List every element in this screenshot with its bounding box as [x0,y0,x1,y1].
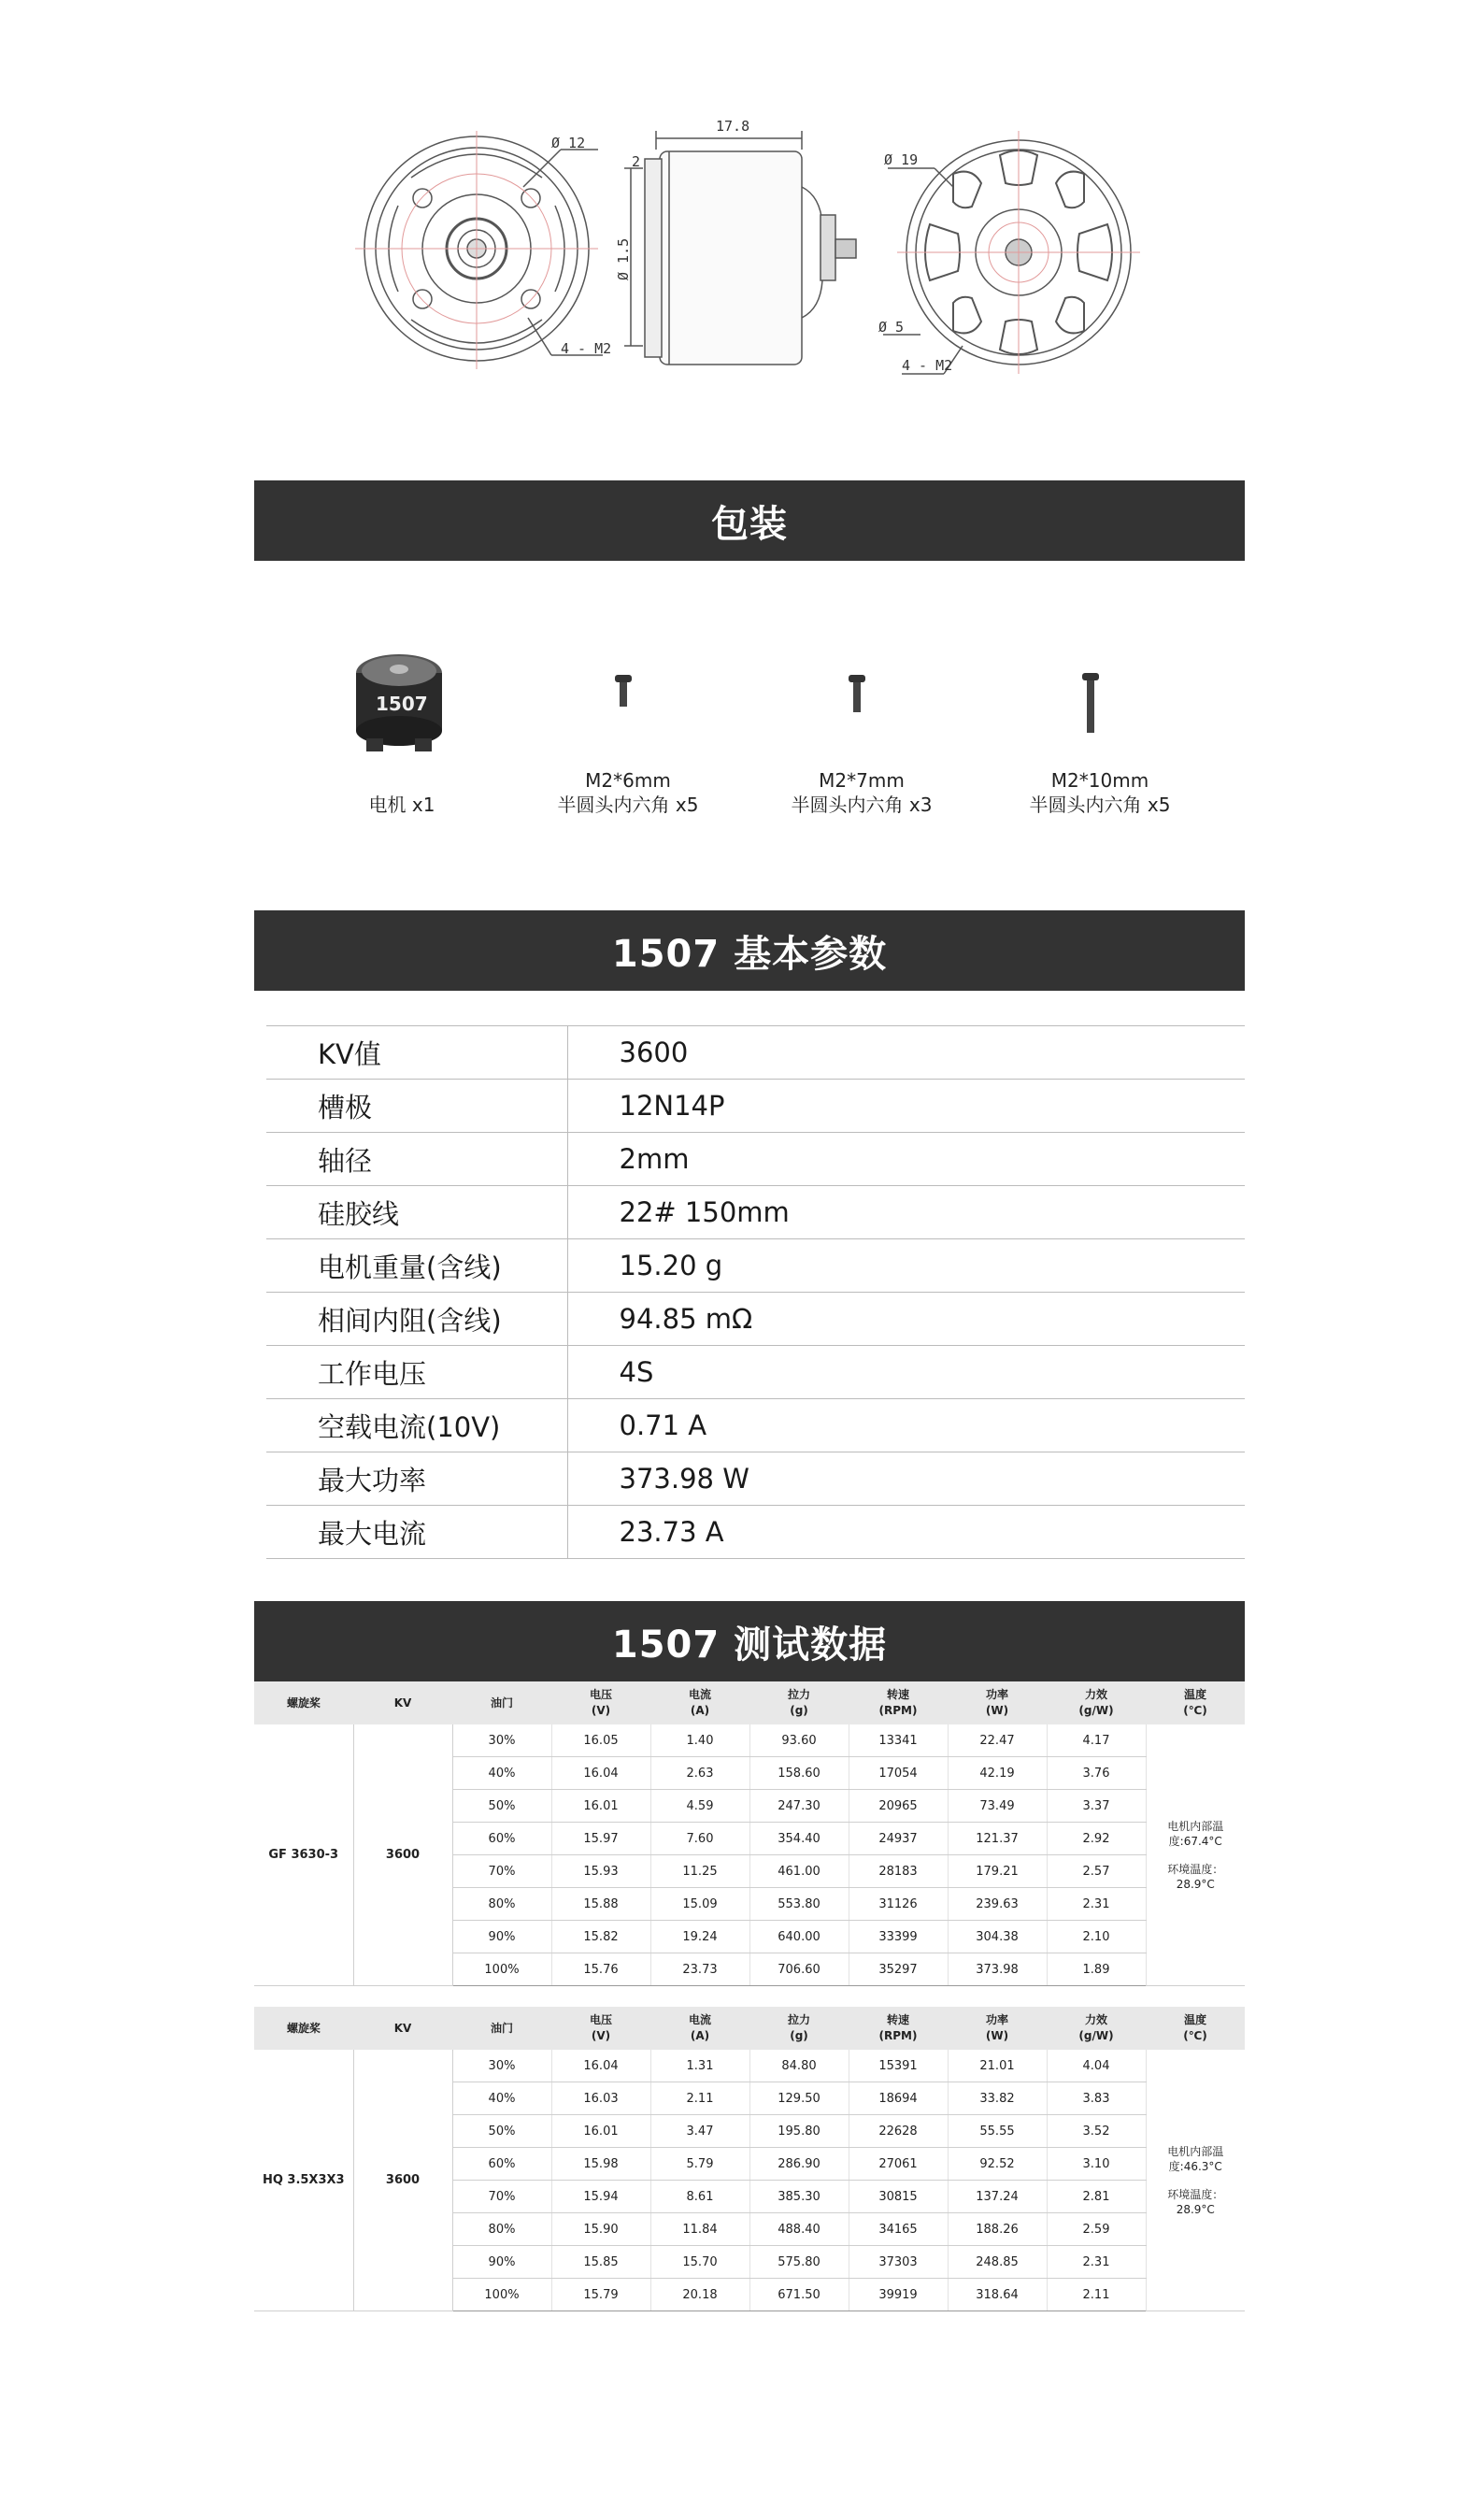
cell-throttle: 80% [452,1888,551,1921]
cell-power: 137.24 [948,2181,1047,2213]
cell-thrust: 461.00 [749,1855,849,1888]
column-header-label: 转速 [886,2013,909,2026]
cell-rpm: 15391 [849,2050,948,2082]
spec-key: 轴径 [266,1133,567,1186]
column-header-unit: (℃) [1183,1704,1207,1717]
spec-value: 15.20 g [567,1239,1245,1293]
front-screw-label: 4 - M2 [561,340,612,357]
cell-voltage: 15.79 [551,2279,650,2311]
cell-throttle: 60% [452,1823,551,1855]
table-row [266,1239,1245,1293]
cell-current: 11.25 [650,1855,749,1888]
column-header-label: 螺旋桨 [286,2021,321,2035]
cell-rpm: 20965 [849,1790,948,1823]
cell-voltage: 15.97 [551,1823,650,1855]
column-header-label: 力效 [1084,2013,1107,2026]
screw-m2x6-image [613,675,634,708]
column-header-label: 拉力 [787,1688,810,1701]
column-header-temperature [1146,2007,1245,2050]
cell-voltage: 15.98 [551,2148,650,2181]
cell-power: 121.37 [948,1823,1047,1855]
column-header-unit: (A) [690,2029,710,2042]
spec-value: 23.73 A [567,1506,1245,1559]
column-header-label: 螺旋桨 [286,1695,321,1710]
cell-efficiency: 2.59 [1047,2213,1146,2246]
back-screw-label: 4 - M2 [902,357,953,374]
cell-current: 4.59 [650,1790,749,1823]
table-row [266,1506,1245,1559]
spec-value: 373.98 W [567,1452,1245,1506]
column-header-unit: (g/W) [1078,2029,1114,2042]
column-header-temperature [1146,1681,1245,1724]
column-header-unit: (g/W) [1078,1704,1114,1717]
cell-power: 373.98 [948,1953,1047,1986]
kv-cell: 3600 [353,1724,452,1986]
package-item-line2: 半圆头内六角 x3 [791,794,933,816]
cell-efficiency: 2.92 [1047,1823,1146,1855]
spec-value: 3600 [567,1026,1245,1080]
column-header-label: 电压 [589,1688,612,1701]
column-header-unit: (RPM) [878,2029,918,2042]
table-header-row [254,2007,1245,2050]
table-row [266,1026,1245,1080]
package-item-motor [290,793,514,817]
cell-current: 2.63 [650,1757,749,1790]
cell-voltage: 16.04 [551,1757,650,1790]
table-row [266,1186,1245,1239]
side-length-label: 17.8 [716,118,750,135]
cell-efficiency: 3.52 [1047,2115,1146,2148]
cell-efficiency: 3.37 [1047,1790,1146,1823]
cell-rpm: 34165 [849,2213,948,2246]
cell-power: 73.49 [948,1790,1047,1823]
spec-value: 4S [567,1346,1245,1399]
cell-voltage: 15.94 [551,2181,650,2213]
cell-rpm: 30815 [849,2181,948,2213]
cell-throttle: 40% [452,1757,551,1790]
front-view-drawing [355,131,603,369]
column-header-unit: (g) [790,2029,808,2042]
cell-current: 3.47 [650,2115,749,2148]
cell-current: 11.84 [650,2213,749,2246]
cell-rpm: 31126 [849,1888,948,1921]
cell-rpm: 39919 [849,2279,948,2311]
column-header-unit: (V) [591,1704,611,1717]
cell-throttle: 30% [452,2050,551,2082]
cell-power: 188.26 [948,2213,1047,2246]
cell-thrust: 158.60 [749,1757,849,1790]
cell-efficiency: 2.31 [1047,2246,1146,2279]
column-header-power [948,2007,1047,2050]
cell-current: 1.40 [650,1724,749,1757]
cell-voltage: 15.93 [551,1855,650,1888]
table-row [266,1080,1245,1133]
spec-key: 工作电压 [266,1346,567,1399]
column-header-kv [353,1681,452,1724]
column-header-unit: (W) [985,1704,1009,1717]
spec-value: 0.71 A [567,1399,1245,1452]
column-header-label: 温度 [1183,1688,1206,1701]
cell-rpm: 37303 [849,2246,948,2279]
spec-key: 相间内阻(含线) [266,1293,567,1346]
cell-voltage: 16.03 [551,2082,650,2115]
spec-key: 最大功率 [266,1452,567,1506]
cell-rpm: 35297 [849,1953,948,1986]
package-item-line2: 半圆头内六角 x5 [557,794,699,816]
cell-efficiency: 4.04 [1047,2050,1146,2082]
column-header-throttle [452,2007,551,2050]
column-header-voltage [551,2007,650,2050]
temperature-cell [1146,1724,1245,1986]
cell-thrust: 286.90 [749,2148,849,2181]
side-view-drawing [624,131,856,365]
column-header-efficiency [1047,1681,1146,1724]
cell-voltage: 15.85 [551,2246,650,2279]
cell-throttle: 40% [452,2082,551,2115]
column-header-unit: (℃) [1183,2029,1207,2042]
cell-throttle: 90% [452,1921,551,1953]
motor-temperature: 电机内部温度:67.4°C [1167,1819,1224,1848]
spec-value: 12N14P [567,1080,1245,1133]
column-header-label: 电流 [688,2013,711,2026]
cell-power: 33.82 [948,2082,1047,2115]
package-item-line1: M2*6mm [585,769,671,792]
cell-throttle: 90% [452,2246,551,2279]
column-header-label: KV [393,2021,412,2035]
cell-thrust: 553.80 [749,1888,849,1921]
column-header-label: 电压 [589,2013,612,2026]
cell-current: 23.73 [650,1953,749,1986]
column-header-label: 拉力 [787,2013,810,2026]
test-table-hq35 [254,2007,1245,2311]
column-header-label: 功率 [985,1688,1008,1701]
side-shaft-ext-label: 2 [632,153,641,170]
cell-voltage: 16.04 [551,2050,650,2082]
cell-current: 5.79 [650,2148,749,2181]
cell-thrust: 247.30 [749,1790,849,1823]
cell-power: 248.85 [948,2246,1047,2279]
spec-key: 空载电流(10V) [266,1399,567,1452]
cell-rpm: 33399 [849,1921,948,1953]
column-header-efficiency [1047,2007,1146,2050]
cell-power: 21.01 [948,2050,1047,2082]
column-header-unit: (W) [985,2029,1009,2042]
column-header-voltage [551,1681,650,1724]
package-item-screw-7mm [749,768,974,817]
propeller-cell: HQ 3.5X3X3 [254,2050,353,2311]
column-header-label: 功率 [985,2013,1008,2026]
back-diameter19-label: Ø 19 [884,151,919,168]
cell-efficiency: 4.17 [1047,1724,1146,1757]
spec-value: 22# 150mm [567,1186,1245,1239]
cell-power: 42.19 [948,1757,1047,1790]
screw-m2x10-image [1080,673,1101,735]
column-header-current [650,2007,749,2050]
column-header-power [948,1681,1047,1724]
ambient-temperature: 环境温度：28.9°C [1167,1862,1224,1891]
cell-current: 7.60 [650,1823,749,1855]
column-header-label: 力效 [1084,1688,1107,1701]
test-section-header: 1507 测试数据 [254,1601,1245,1681]
cell-voltage: 16.01 [551,1790,650,1823]
cell-throttle: 70% [452,2181,551,2213]
column-header-unit: (V) [591,2029,611,2042]
column-header-prop [254,2007,353,2050]
column-header-label: 油门 [490,1695,513,1710]
temperature-cell [1146,2050,1245,2311]
column-header-unit: (A) [690,1704,710,1717]
spec-key: 槽极 [266,1080,567,1133]
cell-efficiency: 1.89 [1047,1953,1146,1986]
cell-thrust: 195.80 [749,2115,849,2148]
cell-power: 92.52 [948,2148,1047,2181]
cell-current: 15.09 [650,1888,749,1921]
motor-product-image [348,645,450,757]
back-diameter5-label: Ø 5 [878,319,905,336]
table-row [266,1452,1245,1506]
table-row [254,1724,1245,1757]
cell-thrust: 488.40 [749,2213,849,2246]
column-header-rpm [849,2007,948,2050]
table-row [266,1346,1245,1399]
side-shaft-diameter-label: Ø 1.5 [615,237,632,280]
cell-efficiency: 2.10 [1047,1921,1146,1953]
cell-throttle: 60% [452,2148,551,2181]
cell-rpm: 28183 [849,1855,948,1888]
spec-key: 硅胶线 [266,1186,567,1239]
cell-throttle: 100% [452,2279,551,2311]
front-diameter-label: Ø 12 [551,135,586,151]
motor-label-text: 1507 [376,693,428,715]
column-header-label: 油门 [490,2021,513,2035]
cell-voltage: 15.88 [551,1888,650,1921]
cell-thrust: 575.80 [749,2246,849,2279]
test-table-gf3630 [254,1681,1245,1986]
spec-key: 电机重量(含线) [266,1239,567,1293]
column-header-thrust [749,1681,849,1724]
cell-throttle: 100% [452,1953,551,1986]
package-item-line1: M2*10mm [1050,769,1149,792]
spec-key: 最大电流 [266,1506,567,1559]
column-header-label: 电流 [688,1688,711,1701]
back-view-drawing [883,131,1140,374]
cell-throttle: 50% [452,2115,551,2148]
technical-drawings [0,0,1484,439]
cell-throttle: 50% [452,1790,551,1823]
column-header-kv [353,2007,452,2050]
cell-rpm: 27061 [849,2148,948,2181]
cell-rpm: 18694 [849,2082,948,2115]
cell-thrust: 354.40 [749,1823,849,1855]
cell-efficiency: 2.81 [1047,2181,1146,2213]
table-row [266,1399,1245,1452]
package-item-screw-10mm [988,768,1212,817]
propeller-cell: GF 3630-3 [254,1724,353,1986]
column-header-unit: (g) [790,1704,808,1717]
column-header-label: KV [393,1695,412,1710]
cell-voltage: 15.82 [551,1921,650,1953]
cell-power: 22.47 [948,1724,1047,1757]
column-header-unit: (RPM) [878,1704,918,1717]
package-section-header: 包装 [254,480,1245,561]
specs-section-header: 1507 基本参数 [254,910,1245,991]
cell-thrust: 93.60 [749,1724,849,1757]
spec-value: 94.85 mΩ [567,1293,1245,1346]
table-row [266,1133,1245,1186]
cell-thrust: 84.80 [749,2050,849,2082]
spec-value: 2mm [567,1133,1245,1186]
column-header-throttle [452,1681,551,1724]
cell-efficiency: 2.11 [1047,2279,1146,2311]
ambient-temperature: 环境温度：28.9°C [1167,2187,1224,2216]
screw-m2x7-image [847,675,867,714]
cell-thrust: 671.50 [749,2279,849,2311]
cell-rpm: 22628 [849,2115,948,2148]
cell-power: 179.21 [948,1855,1047,1888]
table-header-row [254,1681,1245,1724]
table-row [254,2050,1245,2082]
package-item-screw-6mm [516,768,740,817]
cell-thrust: 640.00 [749,1921,849,1953]
cell-current: 2.11 [650,2082,749,2115]
cell-efficiency: 3.76 [1047,1757,1146,1790]
cell-voltage: 16.01 [551,2115,650,2148]
cell-thrust: 385.30 [749,2181,849,2213]
cell-power: 55.55 [948,2115,1047,2148]
spec-table [266,1025,1245,1559]
cell-efficiency: 3.10 [1047,2148,1146,2181]
cell-current: 20.18 [650,2279,749,2311]
column-header-label: 转速 [886,1688,909,1701]
table-row [266,1293,1245,1346]
cell-voltage: 15.76 [551,1953,650,1986]
column-header-rpm [849,1681,948,1724]
cell-throttle: 80% [452,2213,551,2246]
cell-efficiency: 2.57 [1047,1855,1146,1888]
column-header-label: 温度 [1183,2013,1206,2026]
cell-rpm: 17054 [849,1757,948,1790]
package-item-line2: 半圆头内六角 x5 [1029,794,1171,816]
cell-current: 1.31 [650,2050,749,2082]
cell-efficiency: 3.83 [1047,2082,1146,2115]
cell-voltage: 15.90 [551,2213,650,2246]
cell-current: 15.70 [650,2246,749,2279]
cell-rpm: 13341 [849,1724,948,1757]
cell-current: 8.61 [650,2181,749,2213]
column-header-prop [254,1681,353,1724]
cell-throttle: 30% [452,1724,551,1757]
cell-voltage: 16.05 [551,1724,650,1757]
cell-rpm: 24937 [849,1823,948,1855]
cell-power: 304.38 [948,1921,1047,1953]
cell-efficiency: 2.31 [1047,1888,1146,1921]
cell-throttle: 70% [452,1855,551,1888]
kv-cell: 3600 [353,2050,452,2311]
motor-temperature: 电机内部温度:46.3°C [1167,2144,1224,2173]
cell-thrust: 706.60 [749,1953,849,1986]
cell-power: 318.64 [948,2279,1047,2311]
cell-thrust: 129.50 [749,2082,849,2115]
column-header-thrust [749,2007,849,2050]
package-item-line1: 电机 x1 [368,794,435,816]
cell-power: 239.63 [948,1888,1047,1921]
column-header-current [650,1681,749,1724]
spec-key: KV值 [266,1026,567,1080]
package-item-line1: M2*7mm [819,769,905,792]
cell-current: 19.24 [650,1921,749,1953]
